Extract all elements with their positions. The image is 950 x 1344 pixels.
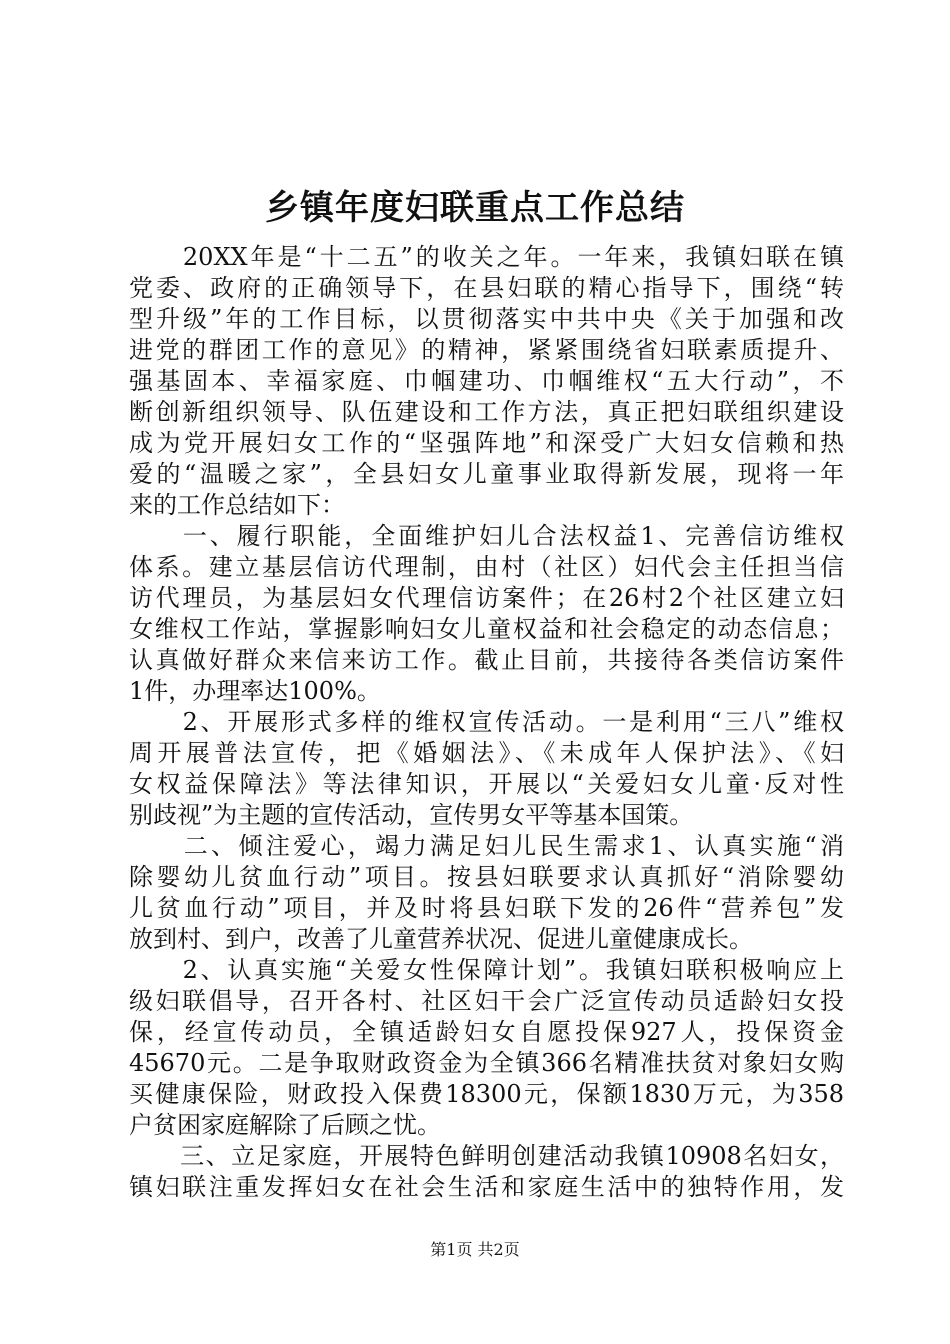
body-text-line: 女权益保障法》等法律知识，开展以“关爱妇女儿童·反对性	[129, 770, 844, 798]
body-text-line: 女维权工作站，掌握影响妇女儿童权益和社会稳定的动态信息；	[129, 615, 844, 643]
body-text-line: 型升级”年的工作目标，以贯彻落实中共中央《关于加强和改	[129, 305, 844, 333]
body-text-line: 爱的“温暖之家”，全县妇女儿童事业取得新发展，现将一年	[129, 460, 844, 488]
body-text-line: 体系。建立基层信访代理制，由村（社区）妇代会主任担当信	[129, 553, 844, 581]
body-text-line: 2、认真实施“关爱女性保障计划”。我镇妇联积极响应上	[129, 956, 844, 984]
body-text-line: 强基固本、幸福家庭、巾帼建功、巾帼维权“五大行动”，不	[129, 367, 844, 395]
body-text-line: 除婴幼儿贫血行动”项目。按县妇联要求认真抓好“消除婴幼	[129, 863, 844, 891]
body-text-line: 级妇联倡导，召开各村、社区妇干会广泛宣传动员适龄妇女投	[129, 987, 844, 1015]
body-text-line: 1件，办理率达100%。	[129, 677, 381, 705]
body-text-line: 断创新组织领导、队伍建设和工作方法，真正把妇联组织建设	[129, 398, 844, 426]
body-text-line: 20XX年是“十二五”的收关之年。一年来，我镇妇联在镇	[129, 243, 844, 271]
body-text-line: 党委、政府的正确领导下，在县妇联的精心指导下，围绕“转	[129, 274, 844, 302]
body-text-line: 访代理员，为基层妇女代理信访案件；在26村2个社区建立妇	[129, 584, 844, 612]
body-text-line: 周开展普法宣传，把《婚姻法》、《未成年人保护法》、《妇	[129, 739, 844, 767]
body-text-line: 45670元。二是争取财政资金为全镇366名精准扶贫对象妇女购	[129, 1049, 844, 1077]
body-text-line: 保，经宣传动员，全镇适龄妇女自愿投保927人，投保资金	[129, 1018, 844, 1046]
body-text-line: 放到村、到户，改善了儿童营养状况、促进儿童健康成长。	[129, 925, 753, 953]
body-text-line: 儿贫血行动”项目，并及时将县妇联下发的26件“营养包”发	[129, 894, 844, 922]
body-text-line: 2、开展形式多样的维权宣传活动。一是利用“三八”维权	[129, 708, 844, 736]
page-footer: 第1页 共2页	[430, 1240, 520, 1259]
body-text-line: 认真做好群众来信来访工作。截止目前，共接待各类信访案件	[129, 646, 844, 674]
body-text-line: 别歧视”为主题的宣传活动，宣传男女平等基本国策。	[129, 801, 694, 829]
body-text-line: 来的工作总结如下：	[129, 491, 345, 519]
document-title: 乡镇年度妇联重点工作总结	[265, 188, 685, 228]
body-text-line: 一、履行职能，全面维护妇儿合法权益1、完善信访维权	[129, 522, 844, 550]
body-text-line: 镇妇联注重发挥妇女在社会生活和家庭生活中的独特作用，发	[129, 1173, 844, 1201]
body-text-line: 成为党开展妇女工作的“坚强阵地”和深受广大妇女信赖和热	[129, 429, 844, 457]
body-text-line: 三、立足家庭，开展特色鲜明创建活动我镇10908名妇女，	[129, 1142, 844, 1170]
body-text-line: 进党的群团工作的意见》的精神，紧紧围绕省妇联素质提升、	[129, 336, 844, 364]
document-body	[129, 242, 844, 1203]
body-text-line: 二、倾注爱心，竭力满足妇儿民生需求1、认真实施“消	[129, 832, 844, 860]
body-text-line: 户贫困家庭解除了后顾之忧。	[129, 1111, 441, 1139]
body-text-line: 买健康保险，财政投入保费18300元，保额1830万元，为358	[129, 1080, 844, 1108]
